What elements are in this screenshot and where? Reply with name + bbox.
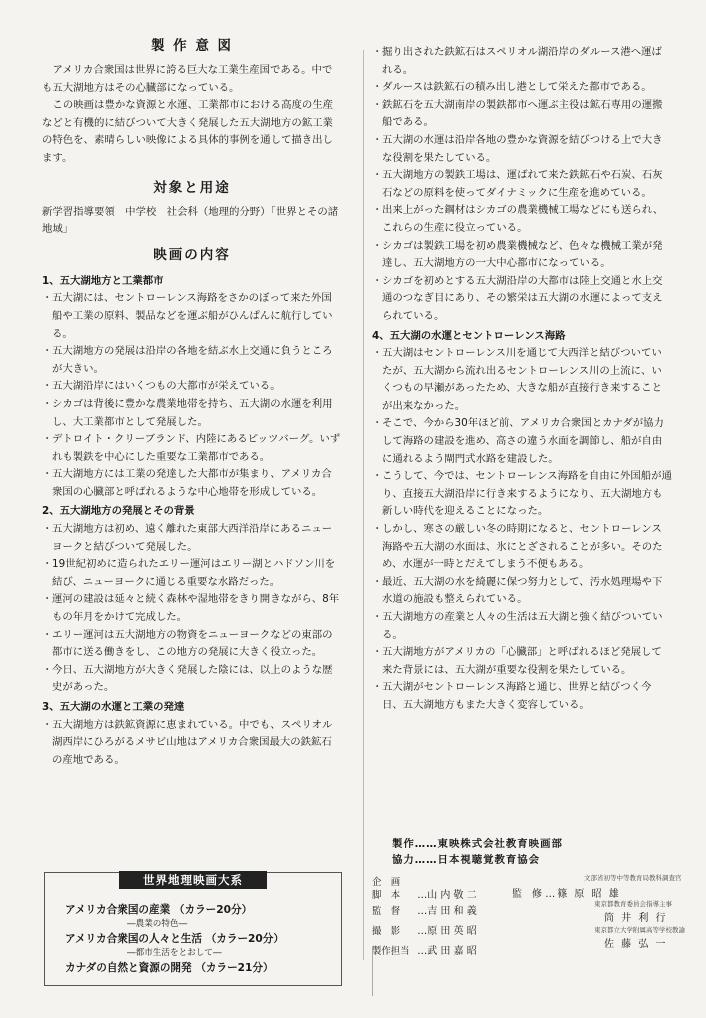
blank-stamp-area (372, 946, 673, 996)
plan-role: 企 画 (372, 877, 401, 888)
list-item: ・ 今日、五大湖地方が大きく発展した陰には、以上のような歴史があった。 (42, 662, 342, 697)
camera-name: …原 田 英 昭 (417, 926, 477, 937)
credits-block (372, 836, 685, 957)
list-item: ・ エリー運河は五大湖地方の物資をニューヨークなどの東部の都市に送る働きをし、この地方の発展に大きく役立った。 (42, 627, 342, 662)
list-item: ・ シカゴは製鉄工場を初め農業機械など、色々な機械工業が発達し、五大湖地方の一大中心都市になっている。 (372, 238, 672, 273)
list-item: ・ 五大湖地方の製鉄工場は、運ばれて来た鉄鉱石や石炭、石灰石などの原料を使ってダイナミックに生産を進めている。 (372, 167, 672, 202)
film-format: （カラー20分） (173, 904, 253, 916)
list-item: ・ 最近、五大湖の水を綺麗に保つ努力として、汚水処理場や下水道の施設も整えられている。 (372, 574, 672, 609)
list-item: ・ こうして、今では、セントローレンス海路を自由に外国船が通り、直接五大湖沿岸に行き来するようになり、五大湖地方も新しい時代を迎えることになった。 (372, 468, 672, 521)
content-heading: 映画の内容 (153, 246, 231, 263)
list-item: ・ 鉄鉱石を五大湖南岸の製鉄都市へ運ぶ主役は鉱石専用の運搬船である。 (372, 97, 672, 132)
supervisor-1-name: …篠 原 昭 雄 (545, 889, 621, 900)
supervisor-3-name: 佐 藤 弘 一 (604, 939, 668, 950)
list-item: ・ 五大湖はセントローレンス川を通じて大西洋と結びついていたが、五大湖から流れ出るセントローレンス川の上流に、いくつもの早瀬があったため、大きな船が直接行き来することが出来なかった。 (372, 345, 672, 415)
film-title: アメリカ合衆国の産業 (65, 904, 171, 916)
script-role: 脚 本 (372, 890, 401, 901)
purpose-paragraph-2: この映画は豊かな資源と水運、工業都市における高度の生産などと有機的に結びついて大きく発展した五大湖地方の鉱工業の特色を、素晴らしい映像による具体的事例を通して描き出します。 (42, 99, 334, 164)
film-format: （カラー21分） (195, 962, 274, 974)
camera-role: 撮 影 (372, 926, 401, 937)
list-item: ・ 五大湖の水運は沿岸各地の豊かな資源を結びつける上で大きな役割を果たしている。 (372, 132, 672, 167)
list-item: ・ 五大湖沿岸にはいくつもの大都市が栄えている。 (42, 378, 342, 396)
supervisor-2-name: 筒 井 利 行 (604, 913, 668, 924)
section-2-title: 2、五大湖地方の発展とその背景 (42, 505, 195, 518)
purpose-heading: 製 作 意 図 (150, 38, 234, 54)
supervisor-2-org: 東京都教育委員会指導主事 (594, 900, 672, 908)
series-box (44, 872, 342, 986)
production-credit: 製作……東映株式会社教育映画部 (392, 838, 563, 850)
column-divider (363, 50, 364, 960)
plan-script-name: …山 内 敬 二 (417, 890, 477, 901)
list-item: ・ シカゴを初めとする五大湖沿岸の大都市は陸上交通と水上交通のつなぎ目にあり、その繁栄は五大湖の水運によって支えられている。 (372, 273, 672, 326)
film-title: カナダの自然と資源の開発 (65, 962, 192, 974)
film-entry (65, 903, 335, 918)
film-subtitle: ―農業の特色― (127, 919, 188, 929)
film-format: （カラー20分） (205, 933, 284, 945)
list-item: ・ 五大湖地方の発展は沿岸の各地を結ぶ水上交通に負うところが大きい。 (42, 343, 342, 378)
series-title: 世界地理映画大系 (119, 871, 267, 889)
list-item: ・ 五大湖地方は初め、遠く離れた東部大西洋沿岸にあるニューヨークと結びついて発展した。 (42, 521, 342, 556)
purpose-paragraph-1: アメリカ合衆国は世界に誇る巨大な工業生産国である。中でも五大湖地方はその心臓部になっている。 (42, 64, 333, 94)
list-item: ・ 五大湖には、セントローレンス海路をさかのぼって来た外国船や工業の原料、製品などを運ぶ船がひんぱんに航行している。 (42, 290, 342, 343)
list-item: ・ 五大湖地方は鉄鉱資源に恵まれている。中でも、スペリオル湖西岸にひろがるメサビ山地はアメリカ合衆国最大の鉄鉱石の産地である。 (42, 717, 342, 770)
section-3-title: 3、五大湖の水運と工業の発達 (42, 701, 185, 713)
director-role: 監 督 (372, 906, 401, 917)
cooperation-credit: 協力……日本視聴覚教育協会 (392, 854, 541, 866)
supervisor-3-org: 東京都立大学附属高等学校教諭 (594, 926, 685, 934)
list-item: ・ ダルースは鉄鉱石の積み出し港として栄えた都市である。 (372, 79, 672, 97)
list-item: ・ 運河の建設は延々と続く森林や湿地帯をきり開きながら、8年もの年月をかけて完成した。 (42, 591, 342, 626)
series-film-list (65, 903, 335, 976)
section-4-title: 4、五大湖の水運とセントローレンス海路 (372, 329, 566, 342)
list-item: ・ しかし、寒さの厳しい冬の時期になると、セントローレンス海路や五大湖の水面は、氷にとざされることが多い。そのため、水運が一時とだえてしまう不便もある。 (372, 521, 672, 574)
right-column (372, 44, 672, 715)
left-column (42, 36, 342, 769)
film-title: アメリカ合衆国の人々と生活 (65, 933, 202, 945)
list-item: ・ 五大湖がセントローレンス海路と通じ、世界と結びつく今日、五大湖地方もまた大きく変容している。 (372, 679, 672, 714)
list-item: ・ 五大湖地方には工業の発達した大都市が集まり、アメリカ合衆国の心臓部と呼ばれるような中心地帯を形成している。 (42, 466, 342, 501)
supervisor-1-org: 文部省初等中等教育局教科調査官 (584, 874, 682, 882)
list-item: ・ そこで、今から30年ほど前、アメリカ合衆国とカナダが協力して海路の建設を進め、高さの違う水面を調節し、船が自由に通れるよう閘門式水路を建設した。 (372, 415, 672, 468)
section-1-title: 1、五大湖地方と工業都市 (42, 274, 164, 287)
producer-name: …武 田 嘉 昭 (417, 946, 477, 957)
supervisor-label: 監 修 (512, 889, 542, 900)
list-item: ・ 五大湖地方の産業と人々の生活は五大湖と強く結びついている。 (372, 609, 672, 644)
list-item: ・ 19世紀初めに造られたエリー運河はエリー湖とハドソン川を結び、ニューヨークに通じる重要な水路だった。 (42, 556, 342, 591)
list-item: ・ シカゴは背後に豊かな農業地帯を持ち、五大湖の水運を利用し、大工業都市として発展した。 (42, 396, 342, 431)
film-entry (65, 932, 335, 947)
list-item: ・ 五大湖地方がアメリカの「心臓部」と呼ばれるほど発展して来た背景には、五大湖が重要な役割を果たしている。 (372, 644, 672, 679)
list-item: ・ 掘り出された鉄鉱石はスペリオル湖沿岸のダルース港へ運ばれる。 (372, 44, 672, 79)
director-name: …吉 田 和 義 (417, 906, 477, 917)
film-subtitle: ―都市生活をとおして― (127, 948, 222, 958)
target-heading: 対象と用途 (153, 179, 231, 196)
list-item: ・ デトロイト・クリーブランド、内陸にあるピッツバーグ。いずれも製鉄を中心にした重要な工業都市である。 (42, 431, 342, 466)
list-item: ・ 出来上がった鋼材はシカゴの農業機械工場などにも送られ、これらの生産に役立っている。 (372, 202, 672, 237)
target-text: 新学習指導要領 中学校 社会科（地理的分野）「世界とその諸地域」 (42, 205, 339, 236)
film-entry (65, 961, 335, 976)
producer-role: 製作担当 (372, 946, 410, 957)
